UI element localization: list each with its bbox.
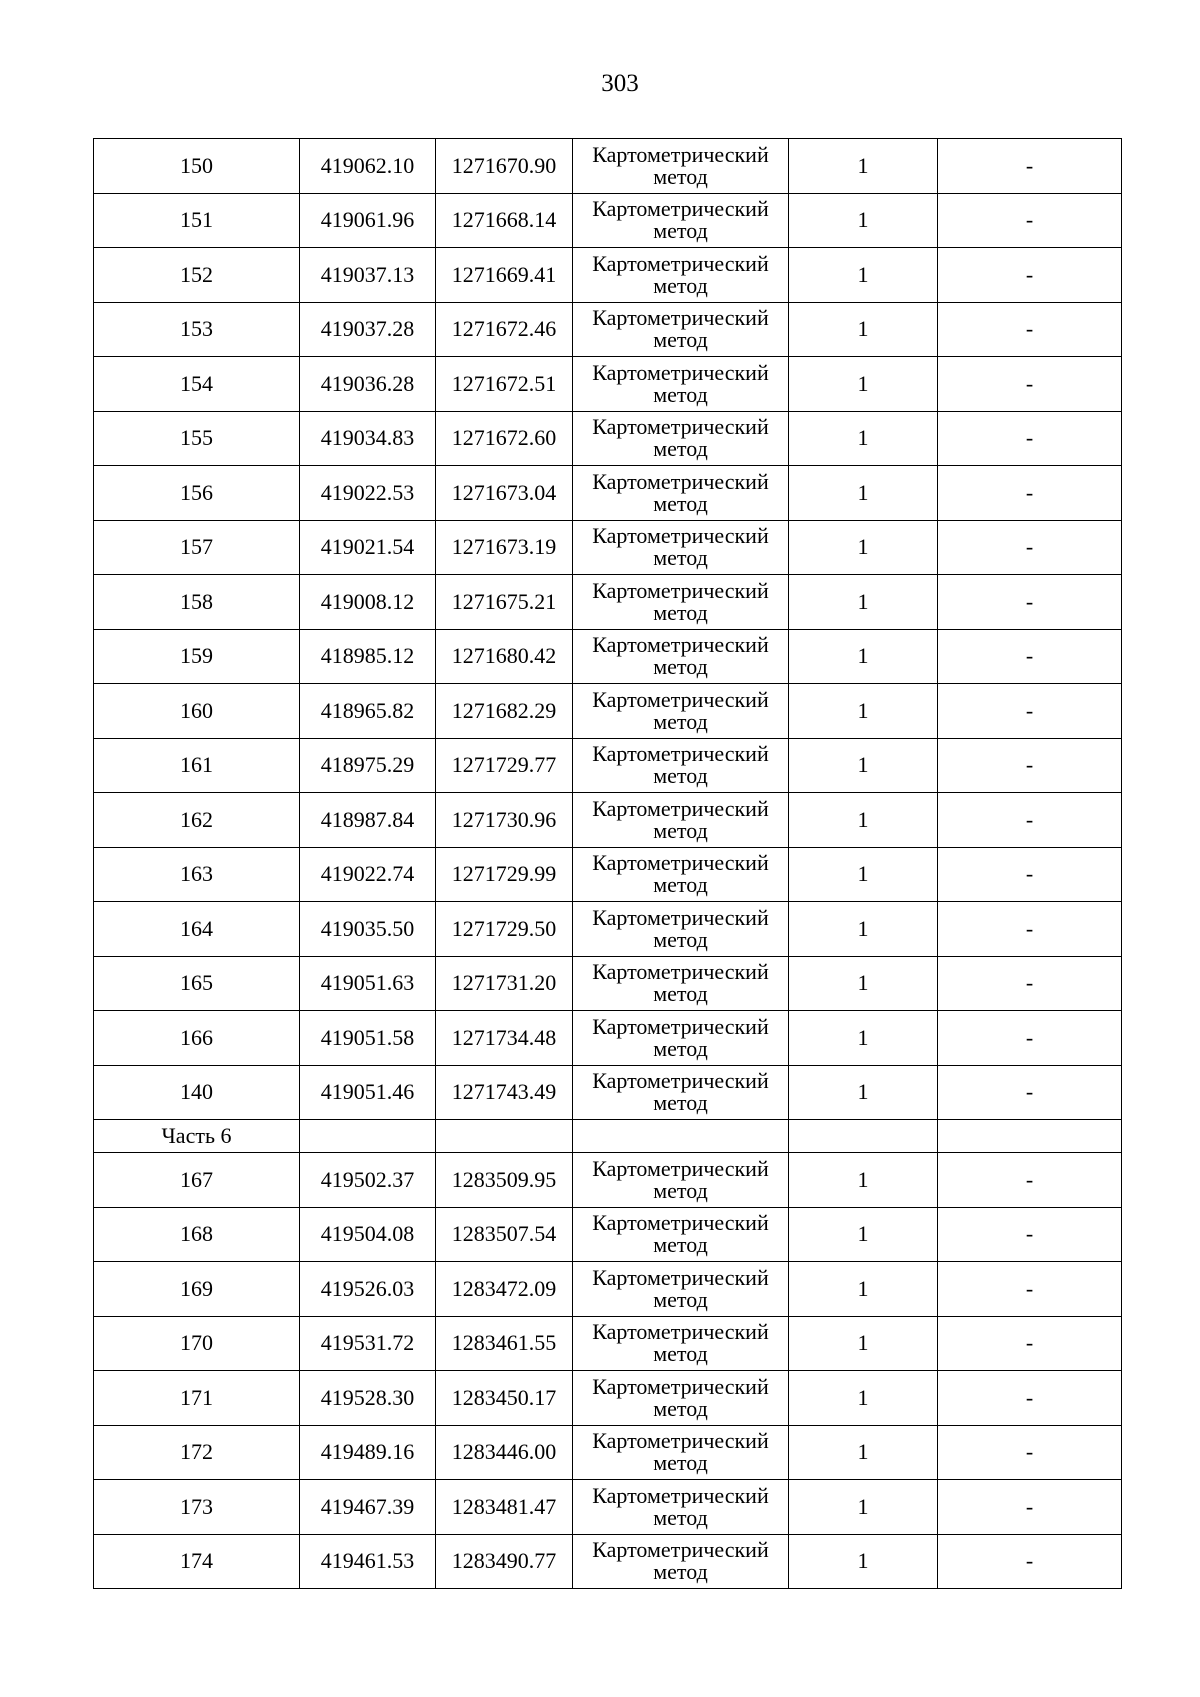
accuracy-cell: 1 [789, 1262, 938, 1317]
method-line-1: Картометрический [592, 632, 769, 658]
point-number-cell: 157 [94, 520, 300, 575]
method-line-1: Картометрический [592, 686, 769, 712]
method-cell [573, 193, 789, 248]
method-cell [573, 302, 789, 357]
method-cell [573, 1480, 789, 1535]
table-row [94, 684, 1122, 739]
table-row [94, 1371, 1122, 1426]
point-number-cell: 155 [94, 411, 300, 466]
page-number: 303 [601, 70, 639, 97]
method-line-2: метод [653, 545, 708, 571]
point-number-cell: 166 [94, 1011, 300, 1066]
method-cell [573, 248, 789, 303]
point-number-cell: 153 [94, 302, 300, 357]
point-number-cell: 171 [94, 1371, 300, 1426]
note-cell: - [938, 1065, 1122, 1120]
method-line-2: метод [653, 272, 708, 298]
method-line-1: Картометрический [592, 1155, 769, 1181]
note-cell: - [938, 793, 1122, 848]
point-number-cell: 156 [94, 466, 300, 521]
note-cell: - [938, 738, 1122, 793]
point-number-cell: 172 [94, 1425, 300, 1480]
x-coordinate-cell: 419061.96 [300, 193, 436, 248]
x-coordinate-cell: 419034.83 [300, 411, 436, 466]
method-cell [573, 411, 789, 466]
note-cell: - [938, 1153, 1122, 1208]
method-line-2: метод [653, 926, 708, 952]
point-number-cell: 162 [94, 793, 300, 848]
table-row [94, 520, 1122, 575]
point-number-cell: 152 [94, 248, 300, 303]
x-coordinate-cell: 418985.12 [300, 629, 436, 684]
accuracy-cell: 1 [789, 575, 938, 630]
method-line-1: Картометрический [592, 741, 769, 767]
y-coordinate-cell: 1271729.99 [436, 847, 573, 902]
method-line-1: Картометрический [592, 1373, 769, 1399]
x-coordinate-cell: 419526.03 [300, 1262, 436, 1317]
x-coordinate-cell: 419504.08 [300, 1207, 436, 1262]
point-number-cell: 140 [94, 1065, 300, 1120]
note-cell: - [938, 1480, 1122, 1535]
note-cell: - [938, 248, 1122, 303]
method-cell [573, 629, 789, 684]
accuracy-cell: 1 [789, 248, 938, 303]
x-coordinate-cell: 419051.58 [300, 1011, 436, 1066]
table-row [94, 139, 1122, 194]
table-row [94, 248, 1122, 303]
accuracy-cell: 1 [789, 738, 938, 793]
empty-cell [789, 1120, 938, 1153]
method-line-2: метод [653, 1559, 708, 1585]
y-coordinate-cell: 1271734.48 [436, 1011, 573, 1066]
accuracy-cell: 1 [789, 139, 938, 194]
empty-cell [436, 1120, 573, 1153]
method-cell [573, 1153, 789, 1208]
x-coordinate-cell: 419008.12 [300, 575, 436, 630]
method-line-1: Картометрический [592, 196, 769, 222]
point-number-cell: 174 [94, 1534, 300, 1589]
y-coordinate-cell: 1271682.29 [436, 684, 573, 739]
accuracy-cell: 1 [789, 1480, 938, 1535]
table-row [94, 193, 1122, 248]
note-cell: - [938, 902, 1122, 957]
empty-cell [300, 1120, 436, 1153]
x-coordinate-cell: 418975.29 [300, 738, 436, 793]
note-cell: - [938, 1207, 1122, 1262]
note-cell: - [938, 1316, 1122, 1371]
method-cell [573, 793, 789, 848]
accuracy-cell: 1 [789, 1065, 938, 1120]
x-coordinate-cell: 419022.53 [300, 466, 436, 521]
method-line-2: метод [653, 327, 708, 353]
method-line-1: Картометрический [592, 468, 769, 494]
method-line-1: Картометрический [592, 141, 769, 167]
x-coordinate-cell: 419528.30 [300, 1371, 436, 1426]
method-cell [573, 1316, 789, 1371]
note-cell: - [938, 684, 1122, 739]
x-coordinate-cell: 419051.63 [300, 956, 436, 1011]
point-number-cell: 170 [94, 1316, 300, 1371]
method-line-1: Картометрический [592, 1210, 769, 1236]
method-line-2: метод [653, 163, 708, 189]
note-cell: - [938, 357, 1122, 412]
accuracy-cell: 1 [789, 629, 938, 684]
table-row [94, 902, 1122, 957]
y-coordinate-cell: 1271672.60 [436, 411, 573, 466]
x-coordinate-cell: 419062.10 [300, 139, 436, 194]
table-row [94, 956, 1122, 1011]
method-line-1: Картометрический [592, 414, 769, 440]
method-line-1: Картометрический [592, 1013, 769, 1039]
y-coordinate-cell: 1271672.51 [436, 357, 573, 412]
method-line-1: Картометрический [592, 904, 769, 930]
method-line-1: Картометрический [592, 795, 769, 821]
note-cell: - [938, 575, 1122, 630]
x-coordinate-cell: 418965.82 [300, 684, 436, 739]
y-coordinate-cell: 1283507.54 [436, 1207, 573, 1262]
accuracy-cell: 1 [789, 411, 938, 466]
method-line-2: метод [653, 1504, 708, 1530]
method-line-2: метод [653, 1232, 708, 1258]
method-cell [573, 1371, 789, 1426]
table-row [94, 302, 1122, 357]
point-number-cell: 159 [94, 629, 300, 684]
method-line-2: метод [653, 708, 708, 734]
method-line-1: Картометрический [592, 1482, 769, 1508]
accuracy-cell: 1 [789, 847, 938, 902]
coordinates-table [93, 138, 1122, 1589]
table-row [94, 1065, 1122, 1120]
table-row [94, 793, 1122, 848]
method-line-1: Картометрический [592, 1068, 769, 1094]
point-number-cell: 158 [94, 575, 300, 630]
y-coordinate-cell: 1271668.14 [436, 193, 573, 248]
x-coordinate-cell: 419022.74 [300, 847, 436, 902]
method-line-1: Картометрический [592, 850, 769, 876]
note-cell: - [938, 139, 1122, 194]
method-cell [573, 139, 789, 194]
table-row [94, 1207, 1122, 1262]
y-coordinate-cell: 1271743.49 [436, 1065, 573, 1120]
table-row [94, 1534, 1122, 1589]
method-line-2: метод [653, 1450, 708, 1476]
y-coordinate-cell: 1283481.47 [436, 1480, 573, 1535]
accuracy-cell: 1 [789, 902, 938, 957]
section-label: Часть 6 [94, 1120, 300, 1153]
y-coordinate-cell: 1271731.20 [436, 956, 573, 1011]
note-cell: - [938, 629, 1122, 684]
x-coordinate-cell: 419531.72 [300, 1316, 436, 1371]
table-row [94, 466, 1122, 521]
table-row [94, 357, 1122, 412]
table-row [94, 1153, 1122, 1208]
method-cell [573, 847, 789, 902]
method-line-1: Картометрический [592, 959, 769, 985]
method-cell [573, 1262, 789, 1317]
table-row [94, 738, 1122, 793]
y-coordinate-cell: 1271730.96 [436, 793, 573, 848]
method-line-2: метод [653, 654, 708, 680]
note-cell: - [938, 302, 1122, 357]
method-cell [573, 956, 789, 1011]
x-coordinate-cell: 419467.39 [300, 1480, 436, 1535]
x-coordinate-cell: 419037.28 [300, 302, 436, 357]
y-coordinate-cell: 1283461.55 [436, 1316, 573, 1371]
table-row [94, 847, 1122, 902]
accuracy-cell: 1 [789, 1425, 938, 1480]
note-cell: - [938, 956, 1122, 1011]
method-line-1: Картометрический [592, 359, 769, 385]
accuracy-cell: 1 [789, 1371, 938, 1426]
method-line-2: метод [653, 1177, 708, 1203]
note-cell: - [938, 1534, 1122, 1589]
y-coordinate-cell: 1271675.21 [436, 575, 573, 630]
note-cell: - [938, 1011, 1122, 1066]
method-cell [573, 902, 789, 957]
y-coordinate-cell: 1271669.41 [436, 248, 573, 303]
method-line-2: метод [653, 981, 708, 1007]
y-coordinate-cell: 1271673.04 [436, 466, 573, 521]
accuracy-cell: 1 [789, 1316, 938, 1371]
x-coordinate-cell: 419036.28 [300, 357, 436, 412]
accuracy-cell: 1 [789, 466, 938, 521]
x-coordinate-cell: 418987.84 [300, 793, 436, 848]
method-cell [573, 1011, 789, 1066]
point-number-cell: 167 [94, 1153, 300, 1208]
table-row [94, 1425, 1122, 1480]
point-number-cell: 169 [94, 1262, 300, 1317]
method-cell [573, 357, 789, 412]
accuracy-cell: 1 [789, 1011, 938, 1066]
table-body [94, 139, 1122, 1589]
table-row [94, 1480, 1122, 1535]
method-line-2: метод [653, 436, 708, 462]
method-cell [573, 1207, 789, 1262]
method-cell [573, 520, 789, 575]
x-coordinate-cell: 419037.13 [300, 248, 436, 303]
accuracy-cell: 1 [789, 1534, 938, 1589]
point-number-cell: 161 [94, 738, 300, 793]
x-coordinate-cell: 419051.46 [300, 1065, 436, 1120]
method-line-2: метод [653, 872, 708, 898]
method-line-2: метод [653, 1395, 708, 1421]
method-line-1: Картометрический [592, 1319, 769, 1345]
method-line-2: метод [653, 1286, 708, 1312]
method-line-1: Картометрический [592, 1537, 769, 1563]
y-coordinate-cell: 1283446.00 [436, 1425, 573, 1480]
point-number-cell: 163 [94, 847, 300, 902]
x-coordinate-cell: 419461.53 [300, 1534, 436, 1589]
accuracy-cell: 1 [789, 956, 938, 1011]
note-cell: - [938, 193, 1122, 248]
method-line-1: Картометрический [592, 305, 769, 331]
method-line-1: Картометрический [592, 1428, 769, 1454]
accuracy-cell: 1 [789, 684, 938, 739]
table-row [94, 1011, 1122, 1066]
y-coordinate-cell: 1283509.95 [436, 1153, 573, 1208]
x-coordinate-cell: 419035.50 [300, 902, 436, 957]
note-cell: - [938, 520, 1122, 575]
table-row [94, 1316, 1122, 1371]
method-line-2: метод [653, 817, 708, 843]
method-cell [573, 1534, 789, 1589]
point-number-cell: 164 [94, 902, 300, 957]
table-row [94, 575, 1122, 630]
empty-cell [938, 1120, 1122, 1153]
y-coordinate-cell: 1271673.19 [436, 520, 573, 575]
method-cell [573, 466, 789, 521]
accuracy-cell: 1 [789, 1153, 938, 1208]
table-row [94, 1262, 1122, 1317]
method-line-2: метод [653, 763, 708, 789]
note-cell: - [938, 1371, 1122, 1426]
y-coordinate-cell: 1271672.46 [436, 302, 573, 357]
note-cell: - [938, 466, 1122, 521]
point-number-cell: 160 [94, 684, 300, 739]
accuracy-cell: 1 [789, 193, 938, 248]
method-line-2: метод [653, 1090, 708, 1116]
x-coordinate-cell: 419502.37 [300, 1153, 436, 1208]
table-row [94, 629, 1122, 684]
y-coordinate-cell: 1271729.77 [436, 738, 573, 793]
y-coordinate-cell: 1283450.17 [436, 1371, 573, 1426]
point-number-cell: 173 [94, 1480, 300, 1535]
method-line-2: метод [653, 1341, 708, 1367]
y-coordinate-cell: 1271670.90 [436, 139, 573, 194]
method-line-2: метод [653, 381, 708, 407]
method-line-1: Картометрический [592, 250, 769, 276]
method-line-1: Картометрический [592, 1264, 769, 1290]
y-coordinate-cell: 1283472.09 [436, 1262, 573, 1317]
point-number-cell: 154 [94, 357, 300, 412]
method-line-1: Картометрический [592, 577, 769, 603]
method-cell [573, 738, 789, 793]
empty-cell [573, 1120, 789, 1153]
y-coordinate-cell: 1271680.42 [436, 629, 573, 684]
accuracy-cell: 1 [789, 357, 938, 412]
point-number-cell: 150 [94, 139, 300, 194]
accuracy-cell: 1 [789, 302, 938, 357]
x-coordinate-cell: 419021.54 [300, 520, 436, 575]
method-line-1: Картометрический [592, 523, 769, 549]
point-number-cell: 165 [94, 956, 300, 1011]
accuracy-cell: 1 [789, 793, 938, 848]
note-cell: - [938, 411, 1122, 466]
method-line-2: метод [653, 490, 708, 516]
point-number-cell: 168 [94, 1207, 300, 1262]
x-coordinate-cell: 419489.16 [300, 1425, 436, 1480]
method-cell [573, 1425, 789, 1480]
y-coordinate-cell: 1271729.50 [436, 902, 573, 957]
method-cell [573, 575, 789, 630]
y-coordinate-cell: 1283490.77 [436, 1534, 573, 1589]
table-row [94, 411, 1122, 466]
method-line-2: метод [653, 1035, 708, 1061]
method-cell [573, 1065, 789, 1120]
accuracy-cell: 1 [789, 1207, 938, 1262]
method-line-2: метод [653, 218, 708, 244]
note-cell: - [938, 1262, 1122, 1317]
method-cell [573, 684, 789, 739]
accuracy-cell: 1 [789, 520, 938, 575]
point-number-cell: 151 [94, 193, 300, 248]
note-cell: - [938, 1425, 1122, 1480]
section-row [94, 1120, 1122, 1153]
note-cell: - [938, 847, 1122, 902]
method-line-2: метод [653, 599, 708, 625]
